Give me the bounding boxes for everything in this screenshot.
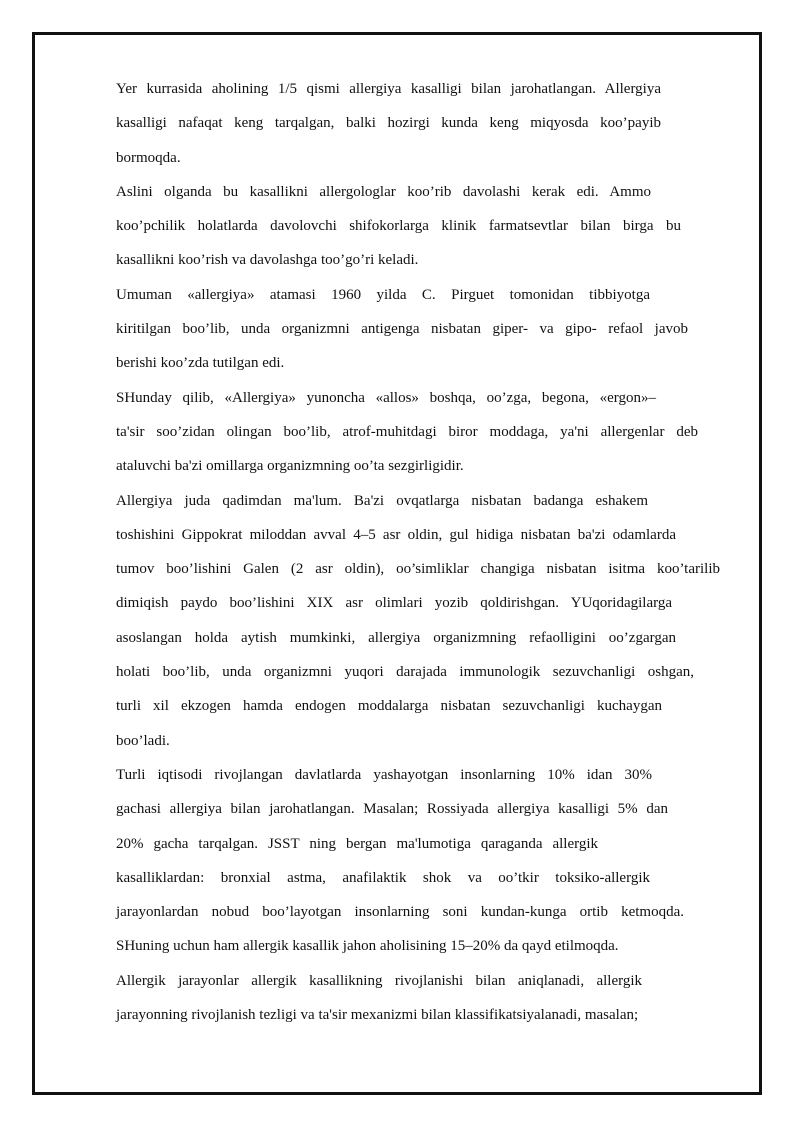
text-line: kasallikni koo’rish va davolashga too’go’ri keladi. — [116, 252, 419, 269]
text-line: ataluvchi ba'zi omillarga organizmning oo’ta sezgirligidir. — [116, 458, 464, 475]
text-line: kiritilgan boo’lib, unda organizmni antigenga nisbatan giper- va gipo- refaol javob — [116, 321, 688, 338]
text-line: jarayonlardan nobud boo’layotgan insonlarning soni kundan-kunga ortib ketmoqda. — [116, 904, 684, 921]
text-line: Turli iqtisodi rivojlangan davlatlarda yashayotgan insonlarning 10% idan 30% — [116, 766, 652, 783]
text-line: kasalliklardan: bronxial astma, anafilaktik shok va oo’tkir toksiko-allergik — [116, 869, 650, 886]
text-line: turli xil ekzogen hamda endogen moddalarga nisbatan sezuvchanligi kuchaygan — [116, 698, 662, 715]
text-line: Allergiya juda qadimdan ma'lum. Ba'zi ovqatlarga nisbatan badanga eshakem — [116, 492, 648, 509]
text-line: dimiqish paydo boo’lishini XIX asr olimlari yozib qoldirishgan. YUqoridagilarga — [116, 595, 672, 612]
text-line: toshishini Gippokrat miloddan avval 4–5 asr oldin, gul hidiga nisbatan ba'zi odamlarda — [116, 526, 676, 543]
text-line: 20% gacha tarqalgan. JSST ning bergan ma'lumotiga qaraganda allergik — [116, 835, 598, 852]
text-line: berishi koo’zda tutilgan edi. — [116, 355, 285, 372]
text-line: bormoqda. — [116, 149, 181, 166]
text-line: gachasi allergiya bilan jarohatlangan. Masalan; Rossiyada allergiya kasalligi 5% dan — [116, 801, 668, 818]
text-line: jarayonning rivojlanish tezligi va ta'sir mexanizmi bilan klassifikatsiyalanadi, masalan; — [116, 1007, 639, 1024]
text-line: koo’pchilik holatlarda davolovchi shifokorlarga klinik farmatsevtlar bilan birga bu — [116, 218, 681, 235]
text-line: Umuman «allergiya» atamasi 1960 yilda C. Pirguet tomonidan tibbiyotga — [116, 286, 650, 303]
text-line: asoslangan holda aytish mumkinki, allergiya organizmning refaolligini oo’zgargan — [116, 629, 676, 646]
text-line: Yer kurrasida aholining 1/5 qismi allergiya kasalligi bilan jarohatlangan. Allergiya — [116, 81, 661, 97]
text-line: SHunday qilib, «Allergiya» yunoncha «allos» boshqa, oo’zga, begona, «ergon»– — [116, 389, 656, 406]
text-line: holati boo’lib, unda organizmni yuqori darajada immunologik sezuvchanligi oshgan, — [116, 664, 694, 681]
text-line: boo’ladi. — [116, 732, 170, 749]
document-body — [116, 72, 724, 1032]
text-line: Aslini olganda bu kasallikni allergologlar koo’rib davolashi kerak edi. Ammo — [116, 183, 651, 200]
text-line: SHuning uchun ham allergik kasallik jahon aholisining 15–20% da qayd etilmoqda. — [116, 938, 619, 955]
text-line: Allergik jarayonlar allergik kasallikning rivojlanishi bilan aniqlanadi, allergik — [116, 972, 642, 989]
text-line: kasalligi nafaqat keng tarqalgan, balki hozirgi kunda keng miqyosda koo’payib — [116, 115, 661, 132]
text-line: tumov boo’lishini Galen (2 asr oldin), oo’simliklar changiga nisbatan isitma koo’tarilib — [116, 561, 720, 578]
text-line: ta'sir soo’zidan olingan boo’lib, atrof-muhitdagi biror moddaga, ya'ni allergenlar deb — [116, 423, 698, 440]
